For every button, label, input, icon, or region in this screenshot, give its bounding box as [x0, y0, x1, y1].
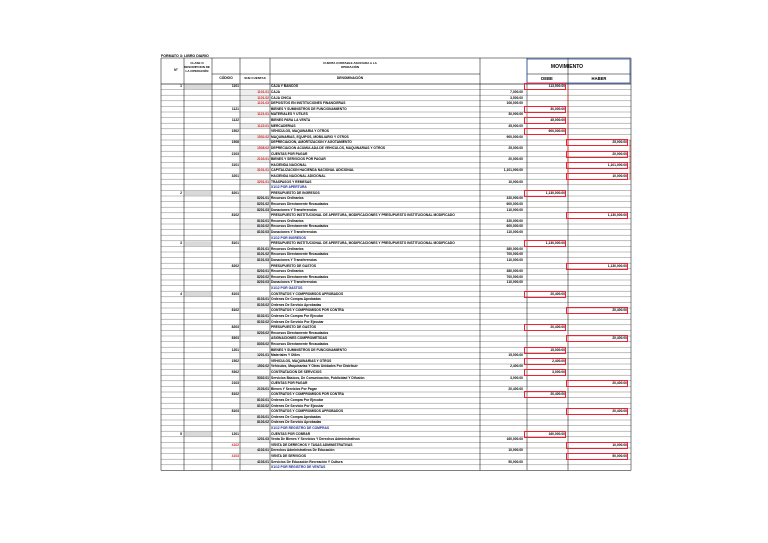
haber-amount: 10,000.00 [567, 174, 627, 179]
table-row [161, 404, 631, 409]
account-code: 4103 [231, 453, 239, 458]
table-row [161, 454, 631, 459]
account-name: X1/12 POR APERTURA [271, 185, 307, 190]
table-row [161, 387, 631, 392]
subaccount-code: 8201.02 [257, 201, 269, 206]
partial-amount: 15,000.00 [508, 353, 523, 358]
partial-amount: 50,000.00 [508, 459, 523, 464]
haber-amount: 20,400.00 [567, 308, 627, 313]
account-name: Ordenes De Compra Aprobadas [271, 414, 321, 419]
table-row [161, 84, 631, 89]
debe-amount: 45,000.00 [525, 118, 565, 123]
partial-amount: 10,000.00 [508, 179, 523, 184]
account-code: 2103 [231, 151, 239, 156]
table-row [161, 280, 631, 285]
account-name: MERCADERIAS [271, 123, 296, 128]
subaccount-code: 3201.01 [257, 179, 269, 184]
header-no: N° [174, 68, 178, 72]
subaccount-code: 8202.03 [257, 280, 269, 285]
debe-amount: 1,130,000.00 [525, 241, 565, 246]
partial-amount: 320,000.00 [506, 218, 523, 223]
table-row [161, 146, 631, 151]
account-name: CUENTAS POR COBRAR [271, 431, 311, 436]
table-row [161, 185, 631, 190]
haber-amount: 50,000.00 [567, 454, 627, 459]
partial-amount: 110,000.00 [506, 207, 523, 212]
account-name: X1/12 POR GASTOS [271, 285, 303, 290]
debe-amount: 113,500.00 [525, 84, 565, 89]
table-row [161, 303, 631, 308]
account-code: 3201 [231, 173, 239, 178]
account-code: 1502 [231, 358, 239, 363]
account-name: CONTRATACION DE SERVICIOS [271, 369, 322, 374]
account-name: Materiales Y Útiles [271, 353, 301, 358]
table-row [161, 140, 631, 145]
subaccount-code: 4103.01 [257, 459, 269, 464]
table-row [161, 219, 631, 224]
account-name: CONTRATOS Y COMPROMISOS POR CONTRA [271, 392, 345, 397]
account-name: DEPRECIACION, AMORTIZACION Y AGOTAMIENTO [271, 140, 352, 145]
account-name: X1/12 POR REGISTRO DE COMPRAS [271, 425, 330, 430]
table-row [161, 359, 631, 364]
header-debe: DEBE [541, 76, 553, 81]
subaccount-code: 8201.03 [257, 207, 269, 212]
account-code: 1508 [231, 140, 239, 145]
account-code: 2103 [231, 381, 239, 386]
table-row [161, 364, 631, 369]
table-row [161, 409, 631, 414]
table-row [161, 202, 631, 207]
header-denominacion: DENOMINACIÓN [336, 76, 364, 80]
haber-amount: 20,400.00 [567, 409, 627, 414]
table-row [161, 465, 631, 470]
subaccount-code: 1502.02 [257, 364, 269, 369]
debe-amount: 15,000.00 [525, 348, 565, 353]
table-row [161, 297, 631, 302]
table-row [161, 252, 631, 257]
table-row [161, 230, 631, 235]
table-row [161, 180, 631, 185]
haber-amount: 20,400.00 [567, 336, 627, 341]
account-code: 8101 [231, 241, 239, 246]
partial-amount: 106,000.00 [506, 101, 523, 106]
partial-amount: 380,000.00 [506, 269, 523, 274]
partial-amount: 110,000.00 [506, 229, 523, 234]
partial-amount: 3,500.00 [510, 95, 523, 100]
account-name: HACIENDA NACIONAL ADICIONAL [271, 173, 326, 178]
table-row [161, 336, 631, 341]
table-row [161, 96, 631, 101]
subaccount-code: 8102.01 [257, 397, 269, 402]
debe-amount: 30,000.00 [525, 107, 565, 112]
table-row [161, 129, 631, 134]
partial-amount: 30,000.00 [508, 112, 523, 117]
entry-number: 3 [180, 241, 182, 246]
account-code: 8102 [231, 213, 239, 218]
table-row [161, 292, 631, 297]
table-row [161, 107, 631, 112]
account-name: TRASPASOS Y REMESAS [271, 179, 312, 184]
subaccount-code: 8103.01 [257, 297, 269, 302]
table-row [161, 286, 631, 291]
table-row [161, 157, 631, 162]
sheet-title: FORMATO 3: LIBRO DIARIO [161, 54, 209, 58]
account-code: 1101 [231, 84, 239, 89]
subaccount-code: 8101.01 [257, 246, 269, 251]
subaccount-code: 8101.02 [257, 252, 269, 257]
subaccount-code: 5302.01 [257, 375, 269, 380]
account-name: Ordenes De Compra Por Ejecutar [271, 313, 324, 318]
debe-amount: 2,400.00 [525, 359, 565, 364]
account-name: Recursos Directamente Recaudados [271, 341, 329, 346]
partial-amount: 700,000.00 [506, 274, 523, 279]
header-cuenta-contable: CUENTA CONTABLE ASOCIADA A LA OPERACIÓN [323, 61, 377, 69]
account-name: HACIENDA NACIONAL [271, 162, 307, 167]
account-name: CONTRATOS Y COMPROMISOS POR CONTRA [271, 308, 345, 313]
subaccount-code: 8202.02 [257, 274, 269, 279]
table-row [161, 437, 631, 442]
table-row [161, 353, 631, 358]
header-clase-desc: CLASE O DESCRIPCION DE LA OPERACIÓN [184, 61, 210, 73]
subaccount-code: 2103.01 [257, 386, 269, 391]
debe-amount: 20,400.00 [525, 325, 565, 330]
account-code: 1201 [231, 347, 239, 352]
account-name: Recursos Ordinarios [271, 269, 304, 274]
account-name: Derechos Administrativos De Educación [271, 448, 335, 453]
account-name: Donaciones Y Transferencias [271, 207, 317, 212]
account-name: CUENTAS POR PAGAR [271, 381, 308, 386]
partial-amount: 320,000.00 [506, 196, 523, 201]
account-name: CAPITALIZACION HACIENDA NACIONAL ADICIONAL [271, 168, 355, 173]
account-code: 8201 [231, 190, 239, 195]
haber-amount: 20,400.00 [567, 381, 627, 386]
account-name: BIENES Y SERVICIOS POR PAGAR [271, 157, 326, 162]
table-row [161, 163, 631, 168]
account-name: Ordenes De Servicio Aprobadas [271, 302, 322, 307]
table-row [161, 101, 631, 106]
table-row [161, 174, 631, 179]
subaccount-code: 8102.02 [257, 403, 269, 408]
account-code: 1502 [231, 129, 239, 134]
header-sub-cuentas: SUB CUENTAS [244, 76, 266, 80]
table-row [161, 264, 631, 269]
haber-amount: 1,130,000.00 [567, 264, 627, 269]
account-code: 8303 [231, 336, 239, 341]
account-name: CONTRATOS Y COMPROMISOS APROBADOS [271, 291, 344, 296]
table-row [161, 135, 631, 140]
table-row [161, 314, 631, 319]
account-name: VENTA DE DERECHOS Y TASAS ADMINISTRATIVAS [271, 442, 353, 447]
account-name: BIENES Y SUMINISTROS DE FUNCIONAMIENTO [271, 106, 347, 111]
account-name: PRESUPUESTO DE INGRESOS [271, 190, 320, 195]
subaccount-code: 8103.02 [257, 302, 269, 307]
header-movimiento: MOVIMIENTO [550, 64, 584, 70]
account-name: DEPRECIACION ACUMULADA DE VEHICULOS, MAQUINARIAS Y OTROS [271, 145, 386, 150]
table-row [161, 320, 631, 325]
account-name: CONTRATOS Y COMPROMISOS APROBADOS [271, 409, 344, 414]
account-name: VEHICULOS, MAQUINARIAS Y OTROS [271, 358, 332, 363]
account-name: BIENES Y SUMINISTROS DE FUNCIONAMIENTO [271, 347, 347, 352]
table-row [161, 348, 631, 353]
haber-amount: 25,000.00 [567, 140, 627, 145]
subaccount-code: 1508.02 [257, 145, 269, 150]
table-row [161, 381, 631, 386]
subaccount-code: 8102.02 [257, 224, 269, 229]
account-name: PRESUPUESTO DE GASTOS [271, 263, 317, 268]
debe-amount: 20,400.00 [525, 392, 565, 397]
subaccount-code: 8102.01 [257, 218, 269, 223]
table-row [161, 342, 631, 347]
account-name: X1/12 POR INGRESOS [271, 235, 306, 240]
table-row [161, 448, 631, 453]
table-row [161, 124, 631, 129]
account-code: 3101 [231, 162, 239, 167]
account-name: MATERIALES Y UTILES [271, 112, 308, 117]
subaccount-code: 8201.01 [257, 196, 269, 201]
table-row [161, 258, 631, 263]
partial-amount: 7,000.00 [510, 89, 523, 94]
account-name: Recursos Ordinarios [271, 246, 304, 251]
account-name: Ordenes De Servicio Por Ejecutar [271, 319, 324, 324]
account-name: MAQUINARIAS, EQUIPOS, MOBILIARIO Y OTROS [271, 134, 349, 139]
subaccount-code: 1122.01 [257, 123, 269, 128]
table-row [161, 196, 631, 201]
account-name: Servicios De Educación Recreación Y Cultura [271, 459, 343, 464]
entry-number: 1 [180, 84, 182, 89]
partial-amount: 20,000.00 [508, 157, 523, 162]
subaccount-code: 8102.02 [257, 319, 269, 324]
subaccount-code: 8103.01 [257, 414, 269, 419]
subaccount-code: 8101.03 [257, 257, 269, 262]
entry-number: 4 [180, 291, 182, 296]
header-codigo: CÓDIGO [219, 76, 233, 80]
account-code: 8102 [231, 308, 239, 313]
partial-amount: 900,000.00 [506, 134, 523, 139]
debe-amount: 3,000.00 [525, 370, 565, 375]
account-name: CAJA CHICA [271, 95, 292, 100]
subaccount-code: 3101.01 [257, 168, 269, 173]
subaccount-code: 1502.02 [257, 134, 269, 139]
partial-amount: 160,000.00 [506, 437, 523, 442]
table-row [161, 325, 631, 330]
account-name: DEPOSITOS EN INSTITUCIONES FINANCIERAS [271, 101, 346, 106]
debe-amount: 20,400.00 [525, 292, 565, 297]
partial-amount: 10,000.00 [508, 448, 523, 453]
account-name: VEHÍCULOS, MAQUINARIA Y OTROS [271, 129, 330, 134]
account-code: 4102 [231, 442, 239, 447]
entry-number: 2 [180, 190, 182, 195]
table-row [161, 112, 631, 117]
partial-amount: 25,000.00 [508, 145, 523, 150]
partial-amount: 380,000.00 [506, 246, 523, 251]
table-row [161, 208, 631, 213]
table-row [161, 213, 631, 218]
table-row [161, 236, 631, 241]
table-row [161, 443, 631, 448]
account-code: 8103 [231, 291, 239, 296]
partial-amount: 110,000.00 [506, 280, 523, 285]
table-row [161, 241, 631, 246]
partial-amount: 45,000.00 [508, 123, 523, 128]
subaccount-code: 8303.02 [257, 341, 269, 346]
account-code: 1121 [231, 106, 239, 111]
table-row [161, 224, 631, 229]
account-name: Donaciones Y Transferencias [271, 280, 317, 285]
subaccount-code: 8102.01 [257, 313, 269, 318]
account-name: Bienes Y Servicios Por Pagar [271, 386, 317, 391]
subaccount-code: 1101.03 [257, 101, 269, 106]
haber-amount: 1,130,000.00 [567, 213, 627, 218]
account-code: 1122 [231, 117, 239, 122]
table-row [161, 275, 631, 280]
account-code: 8203 [231, 325, 239, 330]
table-row [161, 308, 631, 313]
partial-amount: 3,000.00 [510, 375, 523, 380]
subaccount-code: 1101.02 [257, 95, 269, 100]
haber-amount: 10,000.00 [567, 443, 627, 448]
table-row [161, 376, 631, 381]
entry-number: 5 [180, 431, 182, 436]
subaccount-code: 1101.01 [257, 89, 269, 94]
table-row [161, 370, 631, 375]
header-haber: HABER [591, 76, 607, 81]
table-row [161, 420, 631, 425]
account-name: CAJA [271, 89, 280, 94]
partial-amount: 700,000.00 [506, 252, 523, 257]
table-row [161, 168, 631, 173]
account-name: Venta De Bienes Y Servicios Y Derechos Administrativos [271, 437, 360, 442]
haber-amount: 1,101,000.00 [567, 163, 627, 168]
account-code: 8102 [231, 392, 239, 397]
account-name: Recursos Ordinarios [271, 196, 304, 201]
table-row [161, 331, 631, 336]
subaccount-code: 1201.01 [257, 353, 269, 358]
account-name: Servicios Básicos, De Comunicación, Publicidad Y Difusión [271, 375, 365, 380]
account-name: X1/12 POR REGISTRO DE VENTAS [271, 465, 326, 470]
account-name: PRESUPUESTO INSTITUCIONAL DE APERTURA, MODIFICACIONES Y PRESUPUESTO INSTITUCIONAL MODIFICADO [271, 241, 455, 246]
account-name: CAJA Y BANCOS [271, 84, 299, 89]
partial-amount: 600,000.00 [506, 224, 523, 229]
debe-amount: 1,130,000.00 [525, 191, 565, 196]
account-name: Recursos Ordinarios [271, 218, 304, 223]
account-name: Ordenes De Servicio Aprobadas [271, 420, 322, 425]
account-name: Ordenes De Compra Aprobadas [271, 297, 321, 302]
haber-amount: 20,000.00 [567, 152, 627, 157]
account-name: Vehículos, Maquinarias Y Otras Unidades Por Distribuir [271, 364, 358, 369]
table-row [161, 90, 631, 95]
subaccount-code: 4102.01 [257, 448, 269, 453]
account-code: 1201 [231, 431, 239, 436]
table-row [161, 415, 631, 420]
table-row [161, 426, 631, 431]
account-name: Ordenes De Compra Por Ejecutar [271, 397, 324, 402]
table-row [161, 152, 631, 157]
table-row [161, 398, 631, 403]
account-name: Ordenes De Servicio Por Ejecutar [271, 403, 324, 408]
account-name: PRESUPUESTO DE GASTOS [271, 325, 317, 330]
table-row [161, 118, 631, 123]
subaccount-code: 8203.02 [257, 330, 269, 335]
account-name: Recursos Directamente Recaudados [271, 330, 329, 335]
account-name: Recursos Directamente Recaudados [271, 274, 329, 279]
subaccount-code: 8202.01 [257, 269, 269, 274]
subaccount-code: 2103.01 [257, 157, 269, 162]
account-name: PRESUPUESTO INSTITUCIONAL DE APERTURA, MODIFICACIONES Y PRESUPUESTO INSTITUCIONAL MODIFICADO [271, 213, 455, 218]
account-code: 5302 [231, 369, 239, 374]
account-code: 8202 [231, 263, 239, 268]
partial-amount: 1,101,000.00 [503, 168, 523, 173]
table-row [161, 460, 631, 465]
account-code: 8103 [231, 409, 239, 414]
account-name: BIENES PARA LA VENTA [271, 117, 311, 122]
partial-amount: 110,000.00 [506, 257, 523, 262]
account-name: Recursos Directamente Recaudados [271, 252, 329, 257]
subaccount-code: 8103.02 [257, 420, 269, 425]
account-name: Donaciones Y Transferencias [271, 257, 317, 262]
subaccount-code: 1201.03 [257, 437, 269, 442]
partial-amount: 20,400.00 [508, 386, 523, 391]
table-row [161, 247, 631, 252]
subaccount-code: 8102.03 [257, 229, 269, 234]
account-name: VENTA DE SERVICIOS [271, 453, 307, 458]
table-row [161, 269, 631, 274]
account-name: Recursos Directamente Recaudados [271, 201, 329, 206]
debe-amount: 900,000.00 [525, 129, 565, 134]
table-row [161, 392, 631, 397]
debe-amount: 160,000.00 [525, 432, 565, 437]
account-name: ASIGNACIONES COMPROMETIDAS [271, 336, 328, 341]
table-row [161, 432, 631, 437]
partial-amount: 2,400.00 [510, 364, 523, 369]
account-name: Donaciones Y Transferencias [271, 229, 317, 234]
table-row [161, 191, 631, 196]
account-name: CUENTAS POR PAGAR [271, 151, 308, 156]
account-name: Recursos Directamente Recaudados [271, 224, 329, 229]
partial-amount: 600,000.00 [506, 201, 523, 206]
subaccount-code: 1121.01 [257, 112, 269, 117]
